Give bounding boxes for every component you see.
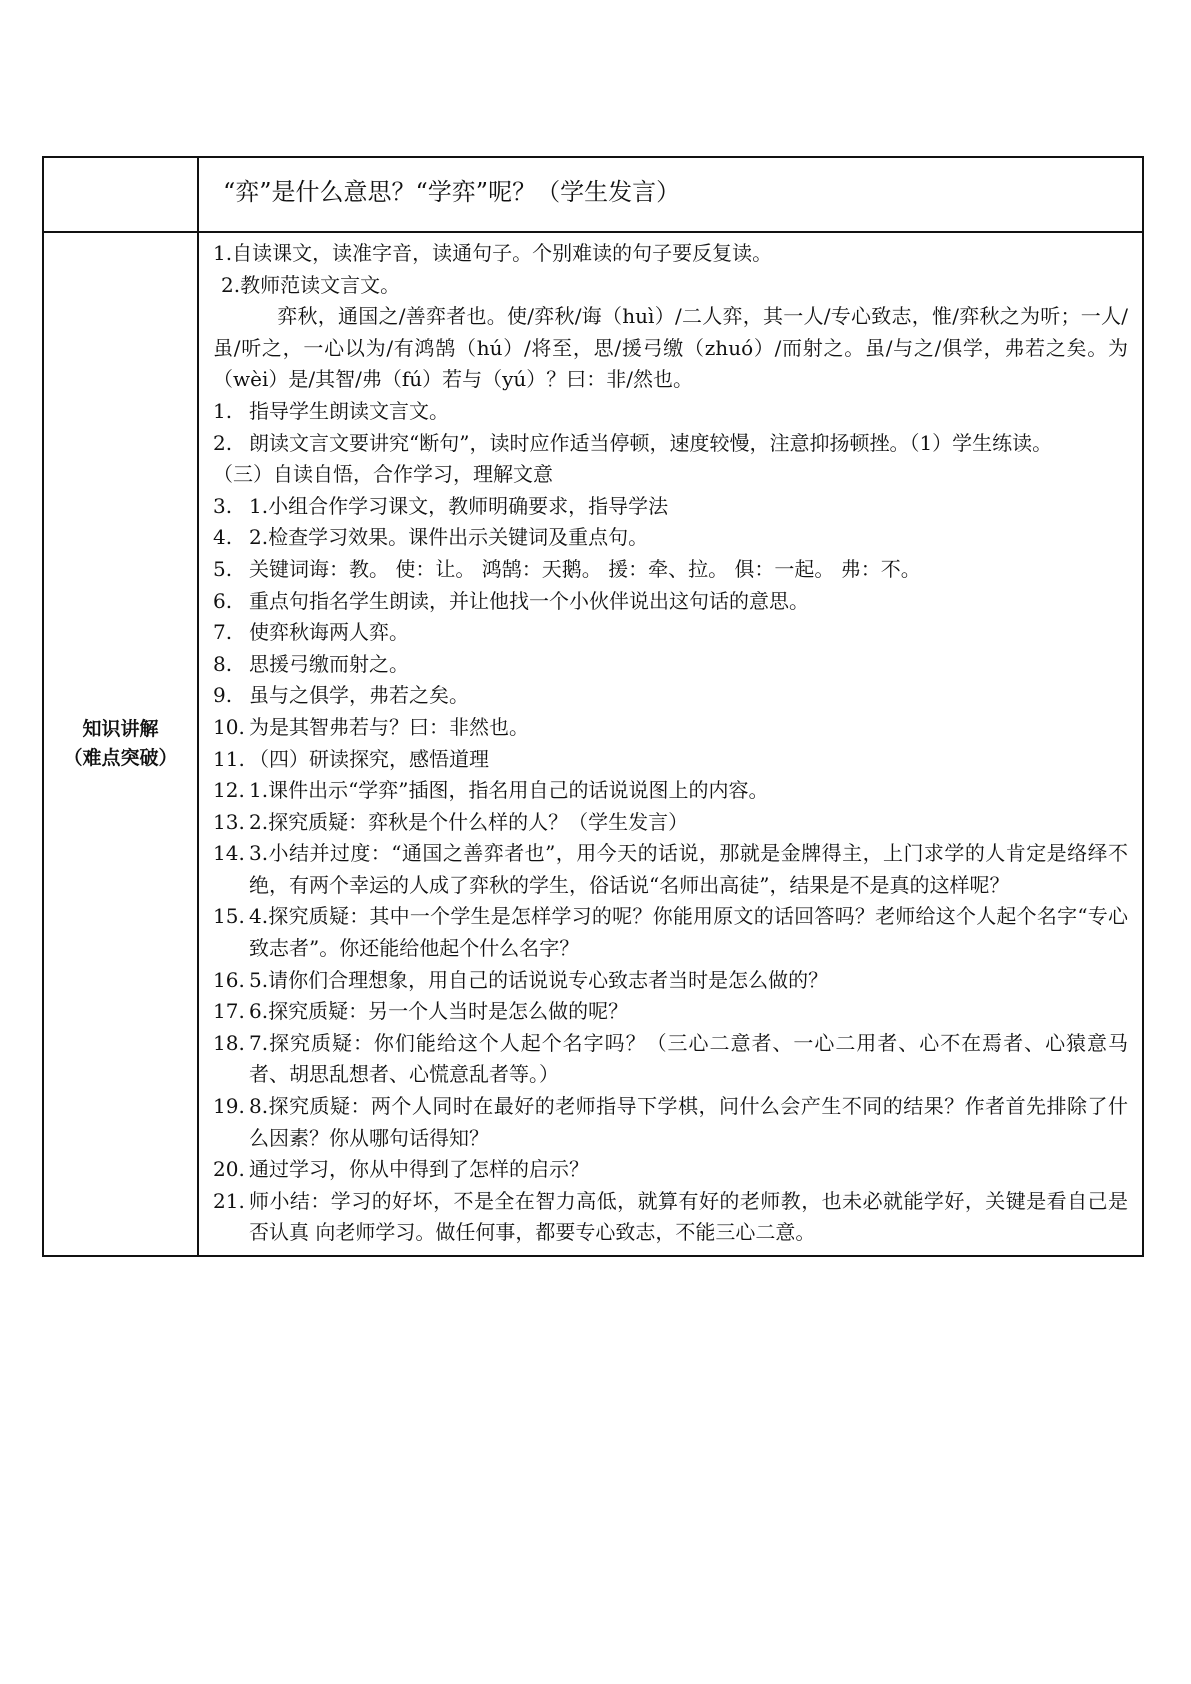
- list-item-text: 关键词诲：教。 使：让。 鸿鹄：天鹅。 援：牵、拉。 俱：一起。 弗：不。: [249, 556, 921, 581]
- list-item-text: （四）研读探究，感悟道理: [249, 746, 489, 771]
- intro-line: 2.教师范读文言文。: [221, 272, 401, 297]
- section-label-cell: [43, 232, 198, 1256]
- lesson-plan-table: [42, 156, 1144, 1257]
- list-item-text: 1.课件出示“学弈”插图，指名用自己的话说说图上的内容。: [249, 778, 769, 803]
- list-item-text: 8.探究质疑：两个人同时在最好的老师指导下学棋，问什么会产生不同的结果？作者首先排除了什么因素？你从哪句话得知？: [249, 1094, 1128, 1150]
- intro-line: 1.自读课文，读准字音，读通句子。个别难读的句子要反复读。: [213, 241, 773, 265]
- list-item: [213, 996, 1128, 1028]
- list-item: [213, 1154, 1128, 1186]
- list-item-text: 为是其智弗若与？曰：非然也。: [249, 714, 529, 739]
- list-item: [213, 617, 1128, 649]
- list-item-text: 3.小结并过度：“通国之善弈者也”，用今天的话说，那就是金牌得主，上门求学的人肯定是络绎不绝，有两个幸运的人成了弈秋的学生，俗话说“名师出高徒”，结果是不是真的这样呢？: [249, 841, 1128, 897]
- list-item-number: 9.: [213, 683, 233, 708]
- list-item: [213, 838, 1128, 901]
- list-item-number: 19.: [213, 1094, 245, 1119]
- list-item-text: 通过学习，你从中得到了怎样的启示？: [249, 1157, 589, 1182]
- list-item: [213, 744, 1128, 776]
- list-item-text: 师小结：学习的好坏，不是全在智力高低，就算有好的老师教，也未必就能学好，关键是看自己是否认真 向老师学习。做任何事，都要专心致志，不能三心二意。: [249, 1188, 1128, 1245]
- list-item-number: 4.: [213, 525, 233, 550]
- list-item-text: 7.探究质疑：你们能给这个人起个名字吗？（三心二意者、一心二用者、心不在焉者、心猿意马者、胡思乱想者、心慌意乱者等。）: [249, 1030, 1128, 1087]
- list-item: [213, 396, 1128, 428]
- list-item-text: 2.检查学习效果。课件出示关键词及重点句。: [249, 525, 649, 550]
- list-item: [213, 775, 1128, 807]
- table-row: [43, 232, 1143, 1256]
- list-item: [213, 712, 1128, 744]
- list-item: [213, 1091, 1128, 1154]
- list-item: [213, 554, 1128, 586]
- list-item-text: 2.探究质疑：弈秋是个什么样的人？（学生发言）: [249, 809, 689, 834]
- list-item-text: 1.小组合作学习课文，教师明确要求，指导学法: [249, 493, 669, 518]
- section-label-line2: （难点突破）: [63, 747, 178, 769]
- list-item: [213, 428, 1128, 460]
- list-item-number: 17.: [213, 999, 245, 1024]
- list-item-number: 15.: [213, 904, 245, 929]
- list-item: [213, 807, 1128, 839]
- content-cell: [198, 232, 1143, 1256]
- classical-text: 弈秋，通国之/善弈者也。使/弈秋/诲（huì）/二人弈，其一人/专心致志，惟/弈秋之为听；一人/虽/听之，一心以为/有鸿鹄（hú）/将至，思/援弓缴（zhuó）/而射之。虽/与之/俱学，弗若之矣。为（wèi）是/其智/弗（fú）若与（yú）？曰：非/然也。: [213, 304, 1128, 392]
- list-item-number: 8.: [213, 651, 233, 676]
- list-item-text: 重点句指名学生朗读，并让他找一个小伙伴说出这句话的意思。: [249, 588, 809, 613]
- numbered-list-a: [213, 396, 1128, 459]
- question-cell: “弈”是什么意思？“学弈”呢？（学生发言）: [198, 157, 1143, 232]
- list-item: [213, 649, 1128, 681]
- list-item-text: 使弈秋诲两人弈。: [249, 620, 409, 645]
- list-item-number: 1.: [213, 398, 233, 423]
- list-item-number: 12.: [213, 778, 245, 803]
- list-item: [213, 965, 1128, 997]
- section-label-line1: 知识讲解: [82, 718, 159, 740]
- list-item-text: 虽与之俱学，弗若之矣。: [249, 683, 469, 708]
- list-item-text: 6.探究质疑：另一个人当时是怎么做的呢？: [249, 999, 629, 1024]
- list-item-number: 18.: [213, 1030, 245, 1055]
- table-row: [43, 157, 1143, 232]
- list-item-number: 6.: [213, 588, 233, 613]
- list-item-number: 14.: [213, 841, 245, 866]
- list-item-text: 朗读文言文要讲究“断句”，读时应作适当停顿，速度较慢，注意抑扬顿挫。（1）学生练读。: [249, 430, 1053, 455]
- list-item-number: 16.: [213, 967, 245, 992]
- header-left-cell: [43, 157, 198, 232]
- list-item: [213, 522, 1128, 554]
- list-item-text: 思援弓缴而射之。: [249, 651, 409, 676]
- list-item-number: 3.: [213, 493, 233, 518]
- list-item: [213, 1186, 1128, 1249]
- list-item-text: 指导学生朗读文言文。: [249, 398, 449, 423]
- list-item: [213, 491, 1128, 523]
- list-item-text: 4.探究质疑：其中一个学生是怎样学习的呢？你能用原文的话回答吗？老师给这个人起个名字“专心致志者”。你还能给他起个什么名字？: [249, 904, 1128, 961]
- numbered-list-b: [213, 491, 1128, 1249]
- list-item-number: 10.: [213, 714, 245, 739]
- subheading: （三）自读自悟，合作学习，理解文意: [213, 462, 553, 487]
- list-item: [213, 901, 1128, 964]
- list-item-text: 5.请你们合理想象，用自己的话说说专心致志者当时是怎么做的？: [249, 967, 829, 992]
- list-item-number: 2.: [213, 430, 233, 455]
- list-item-number: 7.: [213, 620, 233, 645]
- list-item: [213, 1028, 1128, 1091]
- list-item-number: 13.: [213, 809, 245, 834]
- list-item-number: 11.: [213, 746, 245, 771]
- list-item: [213, 586, 1128, 618]
- list-item-number: 21.: [213, 1188, 245, 1213]
- list-item: [213, 680, 1128, 712]
- list-item-number: 5.: [213, 556, 233, 581]
- list-item-number: 20.: [213, 1157, 245, 1182]
